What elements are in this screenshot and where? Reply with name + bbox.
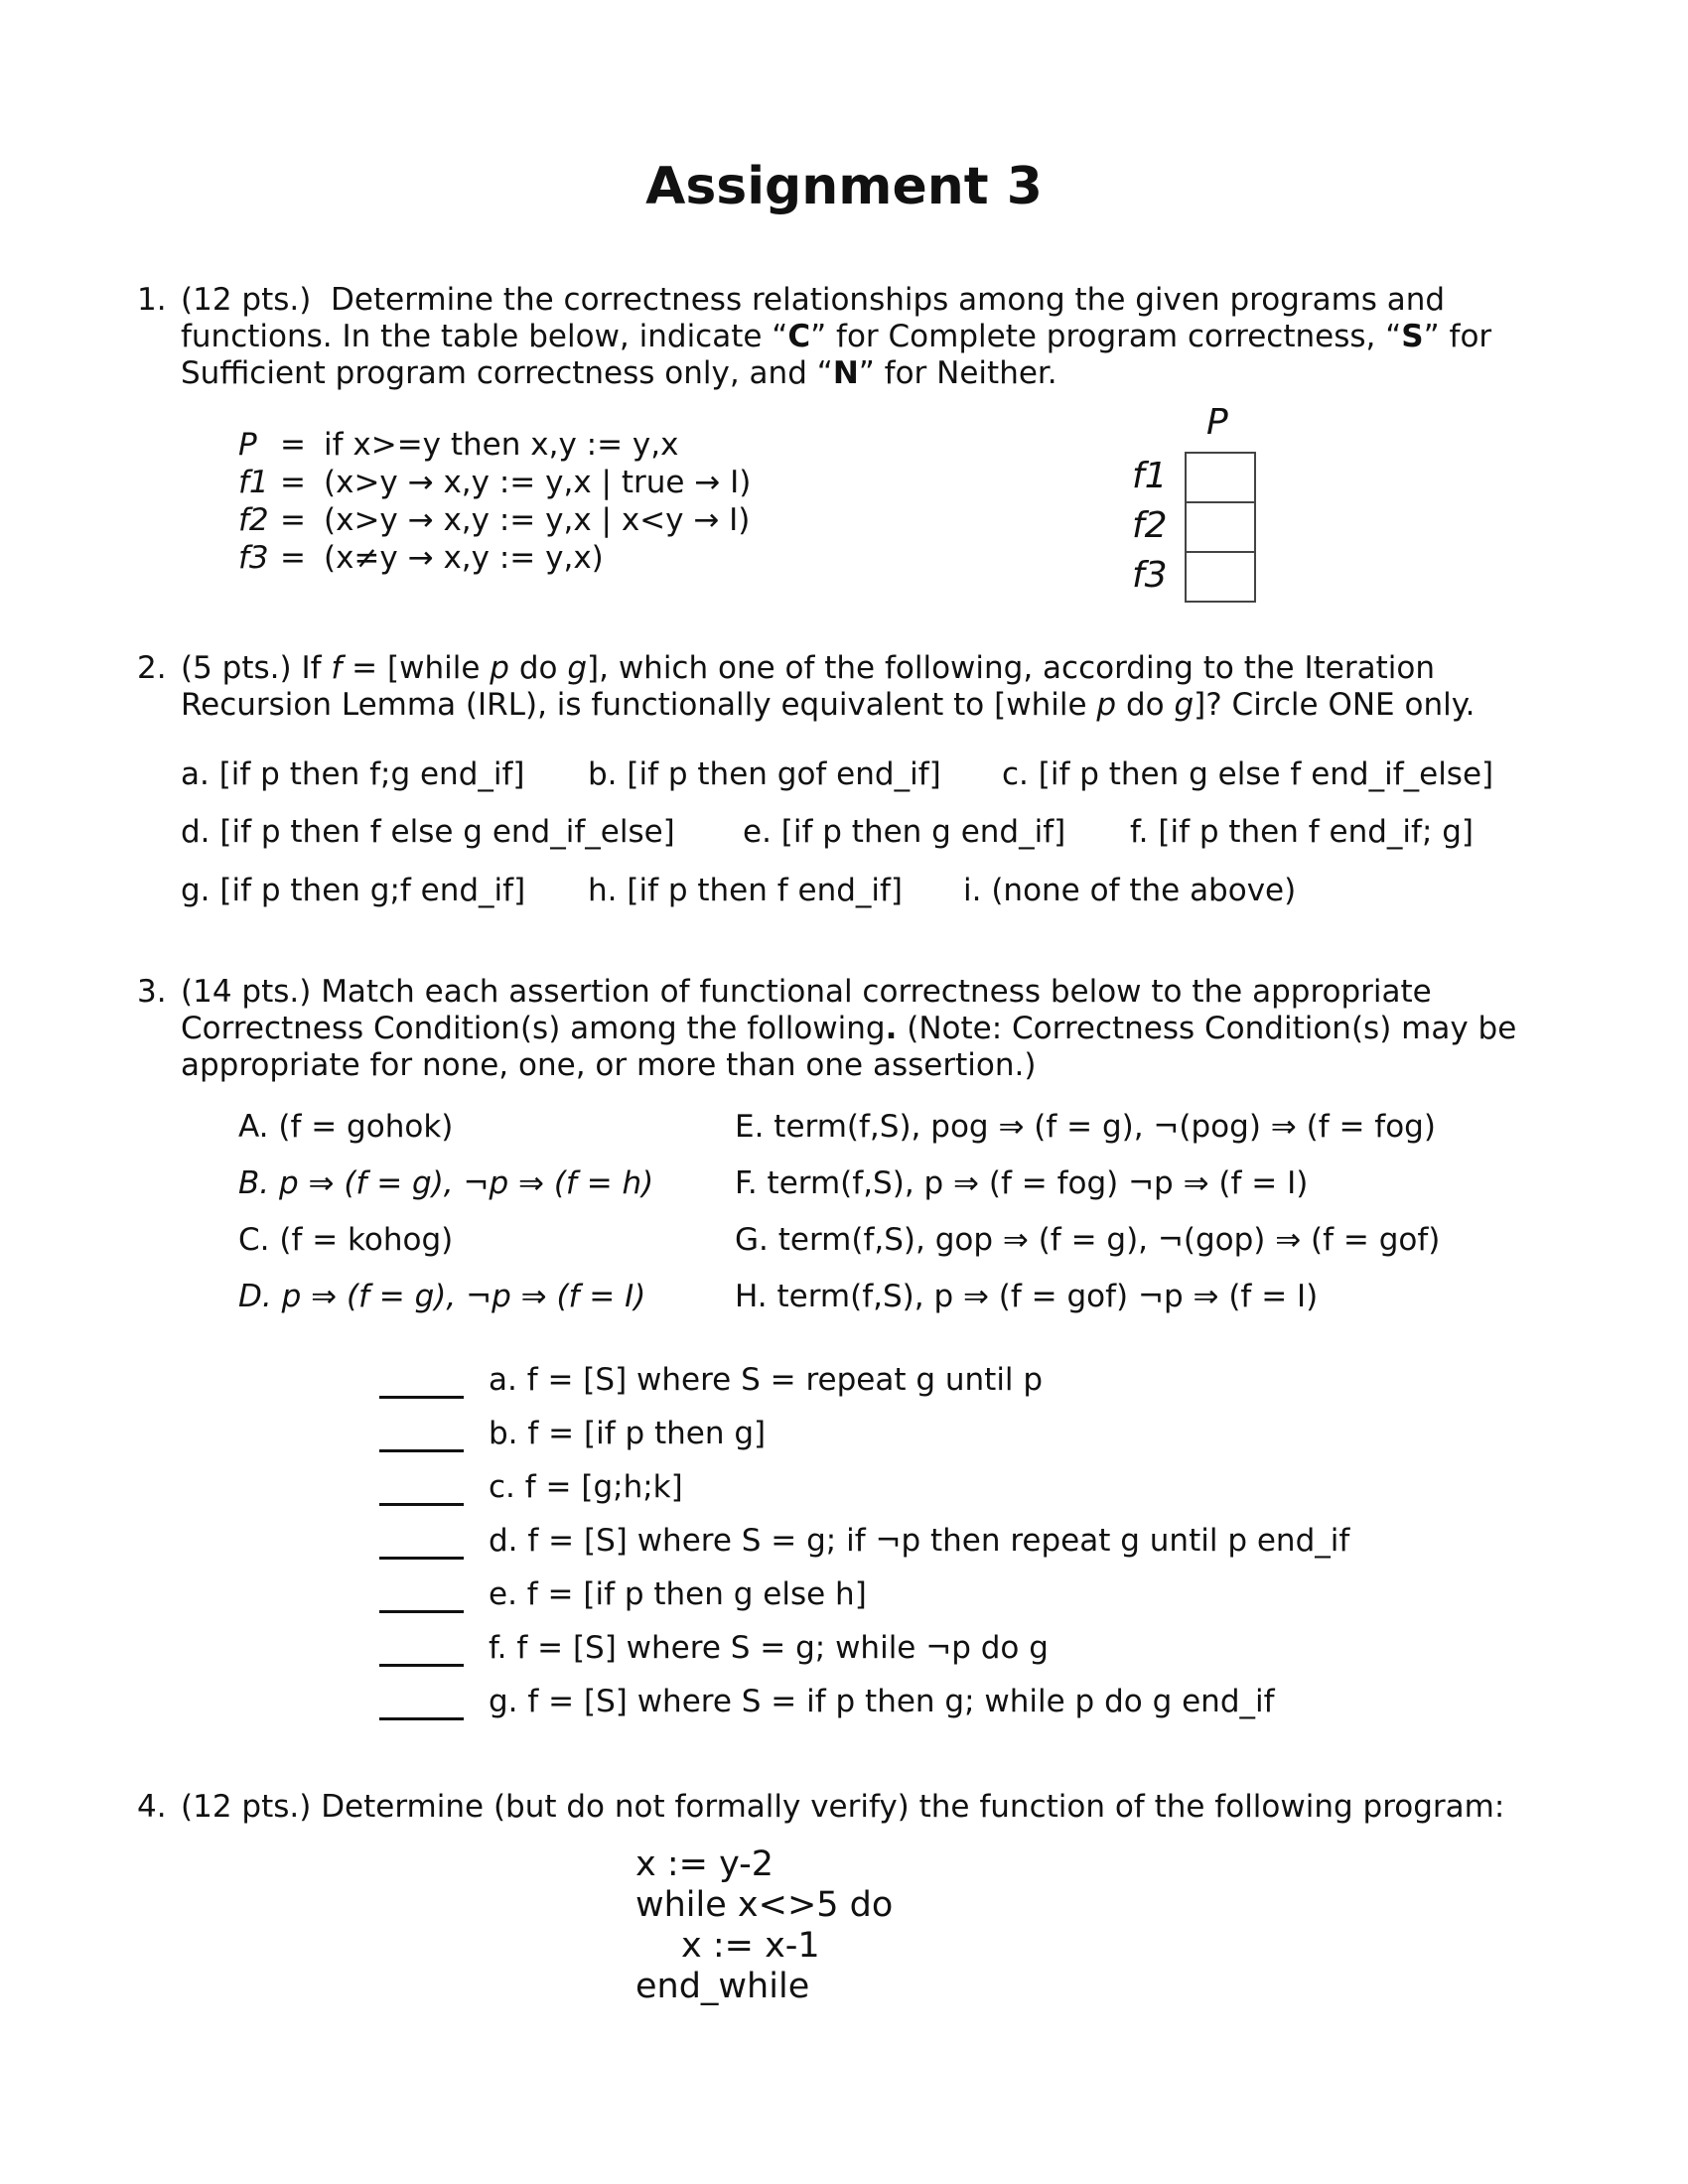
- q3-line-2: Correctness Condition(s) among the following. (Note: Correctness Condition(s) may be: [181, 1011, 1517, 1046]
- answer-box-f1[interactable]: [1185, 452, 1256, 503]
- answer-blank-a[interactable]: [379, 1396, 464, 1399]
- q4-number: 4.: [137, 1789, 167, 1825]
- page-title: Assignment 3: [645, 157, 1043, 216]
- code-line: end_while: [635, 1967, 810, 2006]
- q2-options: [181, 756, 1571, 915]
- option-d[interactable]: d. [if p then f else g end_if_else]: [181, 814, 675, 850]
- option-f[interactable]: f. [if p then f end_if; g]: [1130, 814, 1475, 850]
- q2-line-1: (5 pts.) If f = [while p do g], which one of the following, according to the Iteration: [181, 650, 1435, 686]
- definition-name: f2: [238, 502, 269, 538]
- assertion-d: d. f = [S] where S = g; if ¬p then repeat g until p end_if: [489, 1523, 1350, 1559]
- q4-line-1: (12 pts.) Determine (but do not formally verify) the function of the following program:: [181, 1789, 1505, 1825]
- assertion-b: b. f = [if p then g]: [489, 1416, 767, 1451]
- q1-answer-table: [1122, 402, 1271, 611]
- option-i[interactable]: i. (none of the above): [963, 873, 1297, 908]
- definition-name: f1: [238, 465, 269, 500]
- condition-D: D. p ⇒ (f = g), ¬p ⇒ (f = I): [238, 1279, 646, 1314]
- q1-line-1: (12 pts.) Determine the correctness relationships among the given programs and: [181, 282, 1446, 318]
- condition-E: E. term(f,S), pog ⇒ (f = g), ¬(pog) ⇒ (f = fog): [735, 1109, 1436, 1145]
- assertion-c: c. f = [g;h;k]: [489, 1469, 683, 1505]
- condition-A: A. (f = gohok): [238, 1109, 454, 1145]
- table-row-label: f1: [1132, 456, 1168, 496]
- answer-blank-c[interactable]: [379, 1503, 464, 1506]
- condition-G: G. term(f,S), gop ⇒ (f = g), ¬(gop) ⇒ (f = gof): [735, 1222, 1441, 1258]
- q2-number: 2.: [137, 650, 167, 686]
- answer-blank-e[interactable]: [379, 1610, 464, 1613]
- option-g[interactable]: g. [if p then g;f end_if]: [181, 873, 526, 908]
- q3-number: 3.: [137, 974, 167, 1010]
- answer-box-f2[interactable]: [1185, 501, 1256, 553]
- table-col-header: P: [1206, 402, 1228, 443]
- question-2: [137, 650, 1577, 730]
- answer-blank-g[interactable]: [379, 1717, 464, 1720]
- condition-F: F. term(f,S), p ⇒ (f = fog) ¬p ⇒ (f = I): [735, 1165, 1309, 1201]
- q3-line-3: appropriate for none, one, or more than one assertion.): [181, 1047, 1037, 1083]
- assertion-f: f. f = [S] where S = g; while ¬p do g: [489, 1630, 1049, 1666]
- option-a[interactable]: a. [if p then f;g end_if]: [181, 756, 525, 792]
- condition-B: B. p ⇒ (f = g), ¬p ⇒ (f = h): [238, 1165, 654, 1201]
- question-4: [137, 1789, 1587, 1829]
- option-c[interactable]: c. [if p then g else f end_if_else]: [1002, 756, 1494, 792]
- option-b[interactable]: b. [if p then gof end_if]: [588, 756, 941, 792]
- code-line: x := x-1: [681, 1926, 820, 1966]
- assertion-a: a. f = [S] where S = repeat g until p: [489, 1362, 1044, 1398]
- table-row-label: f2: [1132, 505, 1168, 546]
- q3-conditions: [238, 1109, 1579, 1327]
- code-line: while x<>5 do: [635, 1885, 894, 1925]
- answer-blank-b[interactable]: [379, 1449, 464, 1452]
- condition-H: H. term(f,S), p ⇒ (f = gof) ¬p ⇒ (f = I): [735, 1279, 1319, 1314]
- answer-blank-d[interactable]: [379, 1557, 464, 1560]
- question-3: [137, 974, 1577, 1093]
- definition-body: if x>=y then x,y := y,x: [324, 427, 679, 463]
- definition-body: (x>y → x,y := y,x | x<y → I): [324, 502, 751, 538]
- q3-assertions: [379, 1362, 1571, 1729]
- q4-code-block: [635, 1844, 1132, 2013]
- definition-body: (x>y → x,y := y,x | true → I): [324, 465, 752, 500]
- q1-number: 1.: [137, 282, 167, 318]
- condition-C: C. (f = kohog): [238, 1222, 454, 1258]
- definition-body: (x≠y → x,y := y,x): [324, 540, 604, 576]
- code-line: x := y-2: [635, 1844, 774, 1884]
- option-e[interactable]: e. [if p then g end_if]: [743, 814, 1066, 850]
- assertion-g: g. f = [S] where S = if p then g; while p do g end_if: [489, 1684, 1275, 1719]
- assertion-e: e. f = [if p then g else h]: [489, 1576, 867, 1612]
- option-h[interactable]: h. [if p then f end_if]: [588, 873, 904, 908]
- q1-line-3: Sufficient program correctness only, and “N” for Neither.: [181, 355, 1057, 391]
- definition-name: P: [238, 427, 257, 463]
- answer-blank-f[interactable]: [379, 1664, 464, 1667]
- q2-line-2: Recursion Lemma (IRL), is functionally equivalent to [while p do g]? Circle ONE only.: [181, 687, 1476, 723]
- q1-definitions: P = if x>=y then x,y := y,x f1 = (x>y → x,y := y,x | true → I) f2 = (x>y → x,y := y,x | x<y → I) f3 = (x≠y → x,y := y,x): [238, 427, 752, 576]
- q3-line-1: (14 pts.) Match each assertion of functional correctness below to the appropriate: [181, 974, 1432, 1010]
- definition-name: f3: [238, 540, 269, 576]
- table-row-label: f3: [1132, 555, 1168, 596]
- q1-line-2: functions. In the table below, indicate “C” for Complete program correctness, “S” for: [181, 319, 1492, 354]
- answer-box-f3[interactable]: [1185, 551, 1256, 603]
